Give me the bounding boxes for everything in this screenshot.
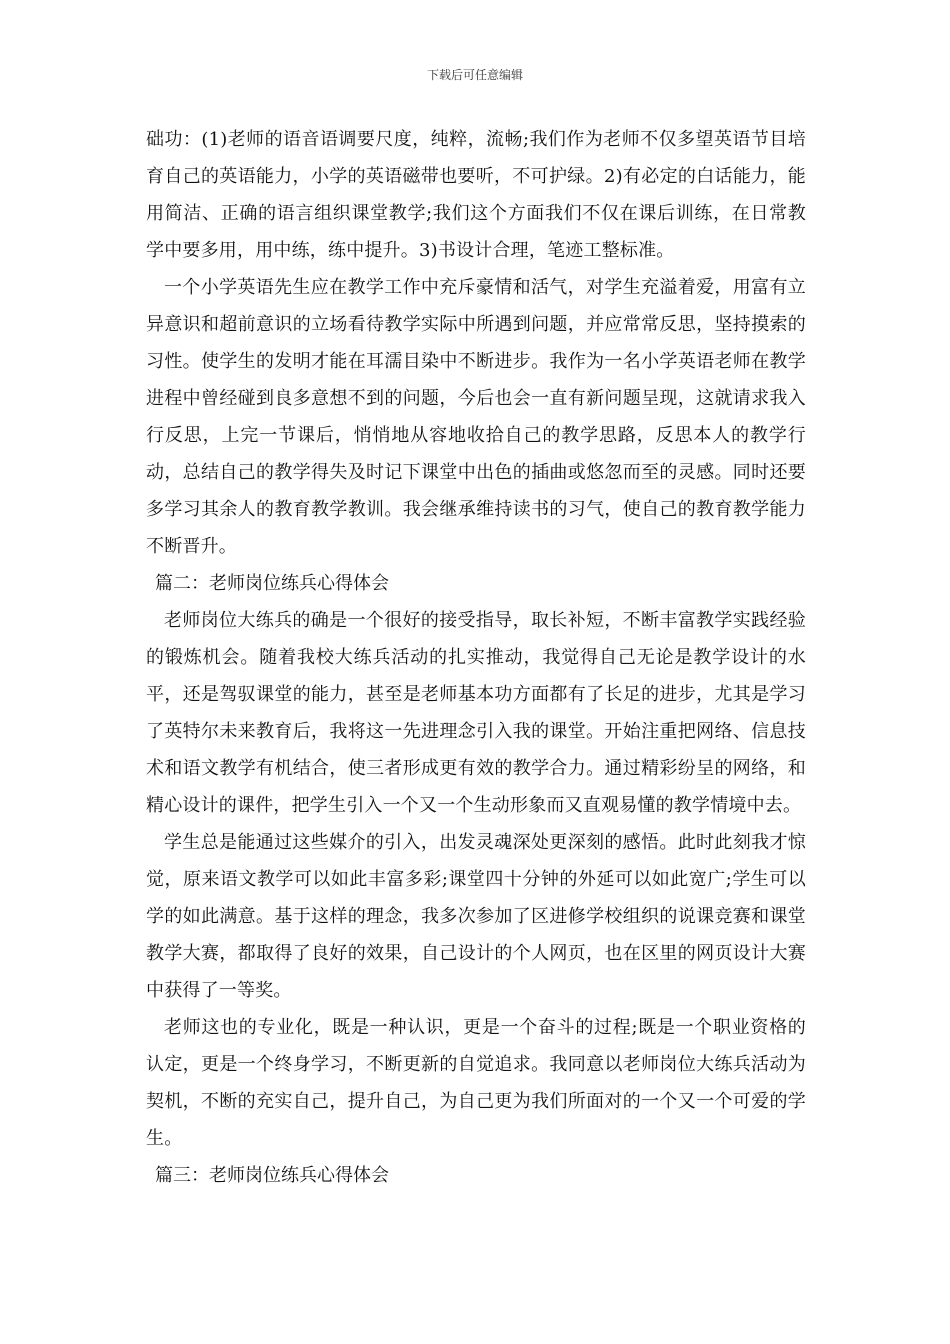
document-body — [146, 121, 806, 1194]
section-heading-3: 篇三：老师岗位练兵心得体会 — [155, 1165, 389, 1186]
paragraph-4: 学生总是能通过这些媒介的引入，出发灵魂深处更深刻的感悟。此时此刻我才惊觉，原来语文教学可以如此丰富多彩;课堂四十分钟的外延可以如此宽广;学生可以学的如此满意。基于这样的理念，我多次参加了区进修学校组织的说课竞赛和课堂教学大赛，都取得了良好的效果，自己设计的个人网页，也在区里的网页设计大赛中获得了一等奖。 — [146, 832, 806, 1001]
paragraph-1: 础功：(1)老师的语音语调要尺度，纯粹，流畅;我们作为老师不仅多望英语节目培育自己的英语能力，小学的英语磁带也要听，不可护绿。2)有必定的白话能力，能用简洁、正确的语言组织课堂教学;我们这个方面我们不仅在课后训练，在日常教学中要多用，用中练，练中提升。3)书设计合理，笔迹工整标准。 — [146, 129, 806, 261]
paragraph-2: 一个小学英语先生应在教学工作中充斥豪情和活气，对学生充溢着爱，用富有立异意识和超前意识的立场看待教学实际中所遇到问题，并应常常反思，坚持摸索的习性。使学生的发明才能在耳濡目染中不断进步。我作为一名小学英语老师在教学进程中曾经碰到良多意想不到的问题，今后也会一直有新问题呈现，这就请求我入行反思，上完一节课后，悄悄地从容地收拾自己的教学思路，反思本人的教学行动，总结自己的教学得失及时记下课堂中出色的插曲或悠忽而至的灵感。同时还要多学习其余人的教育教学教训。我会继承维持读书的习气，使自己的教育教学能力不断晋升。 — [146, 277, 806, 557]
section-heading-2: 篇二：老师岗位练兵心得体会 — [155, 573, 389, 594]
page-header: 下载后可任意编辑 — [426, 68, 523, 82]
paragraph-5: 老师这也的专业化，既是一种认识，更是一个奋斗的过程;既是一个职业资格的认定，更是一个终身学习，不断更新的自觉追求。我同意以老师岗位大练兵活动为契机，不断的充实自己，提升自己，为自己更为我们所面对的一个又一个可爱的学生。 — [146, 1017, 806, 1149]
paragraph-3: 老师岗位大练兵的确是一个很好的接受指导，取长补短，不断丰富教学实践经验的锻炼机会。随着我校大练兵活动的扎实推动，我觉得自己无论是教学设计的水平，还是驾驭课堂的能力，甚至是老师基本功方面都有了长足的进步，尤其是学习了英特尔未来教育后，我将这一先进理念引入我的课堂。开始注重把网络、信息技术和语文教学有机结合，使三者形成更有效的教学合力。通过精彩纷呈的网络，和精心设计的课件，把学生引入一个又一个生动形象而又直观易懂的教学情境中去。 — [146, 610, 806, 816]
